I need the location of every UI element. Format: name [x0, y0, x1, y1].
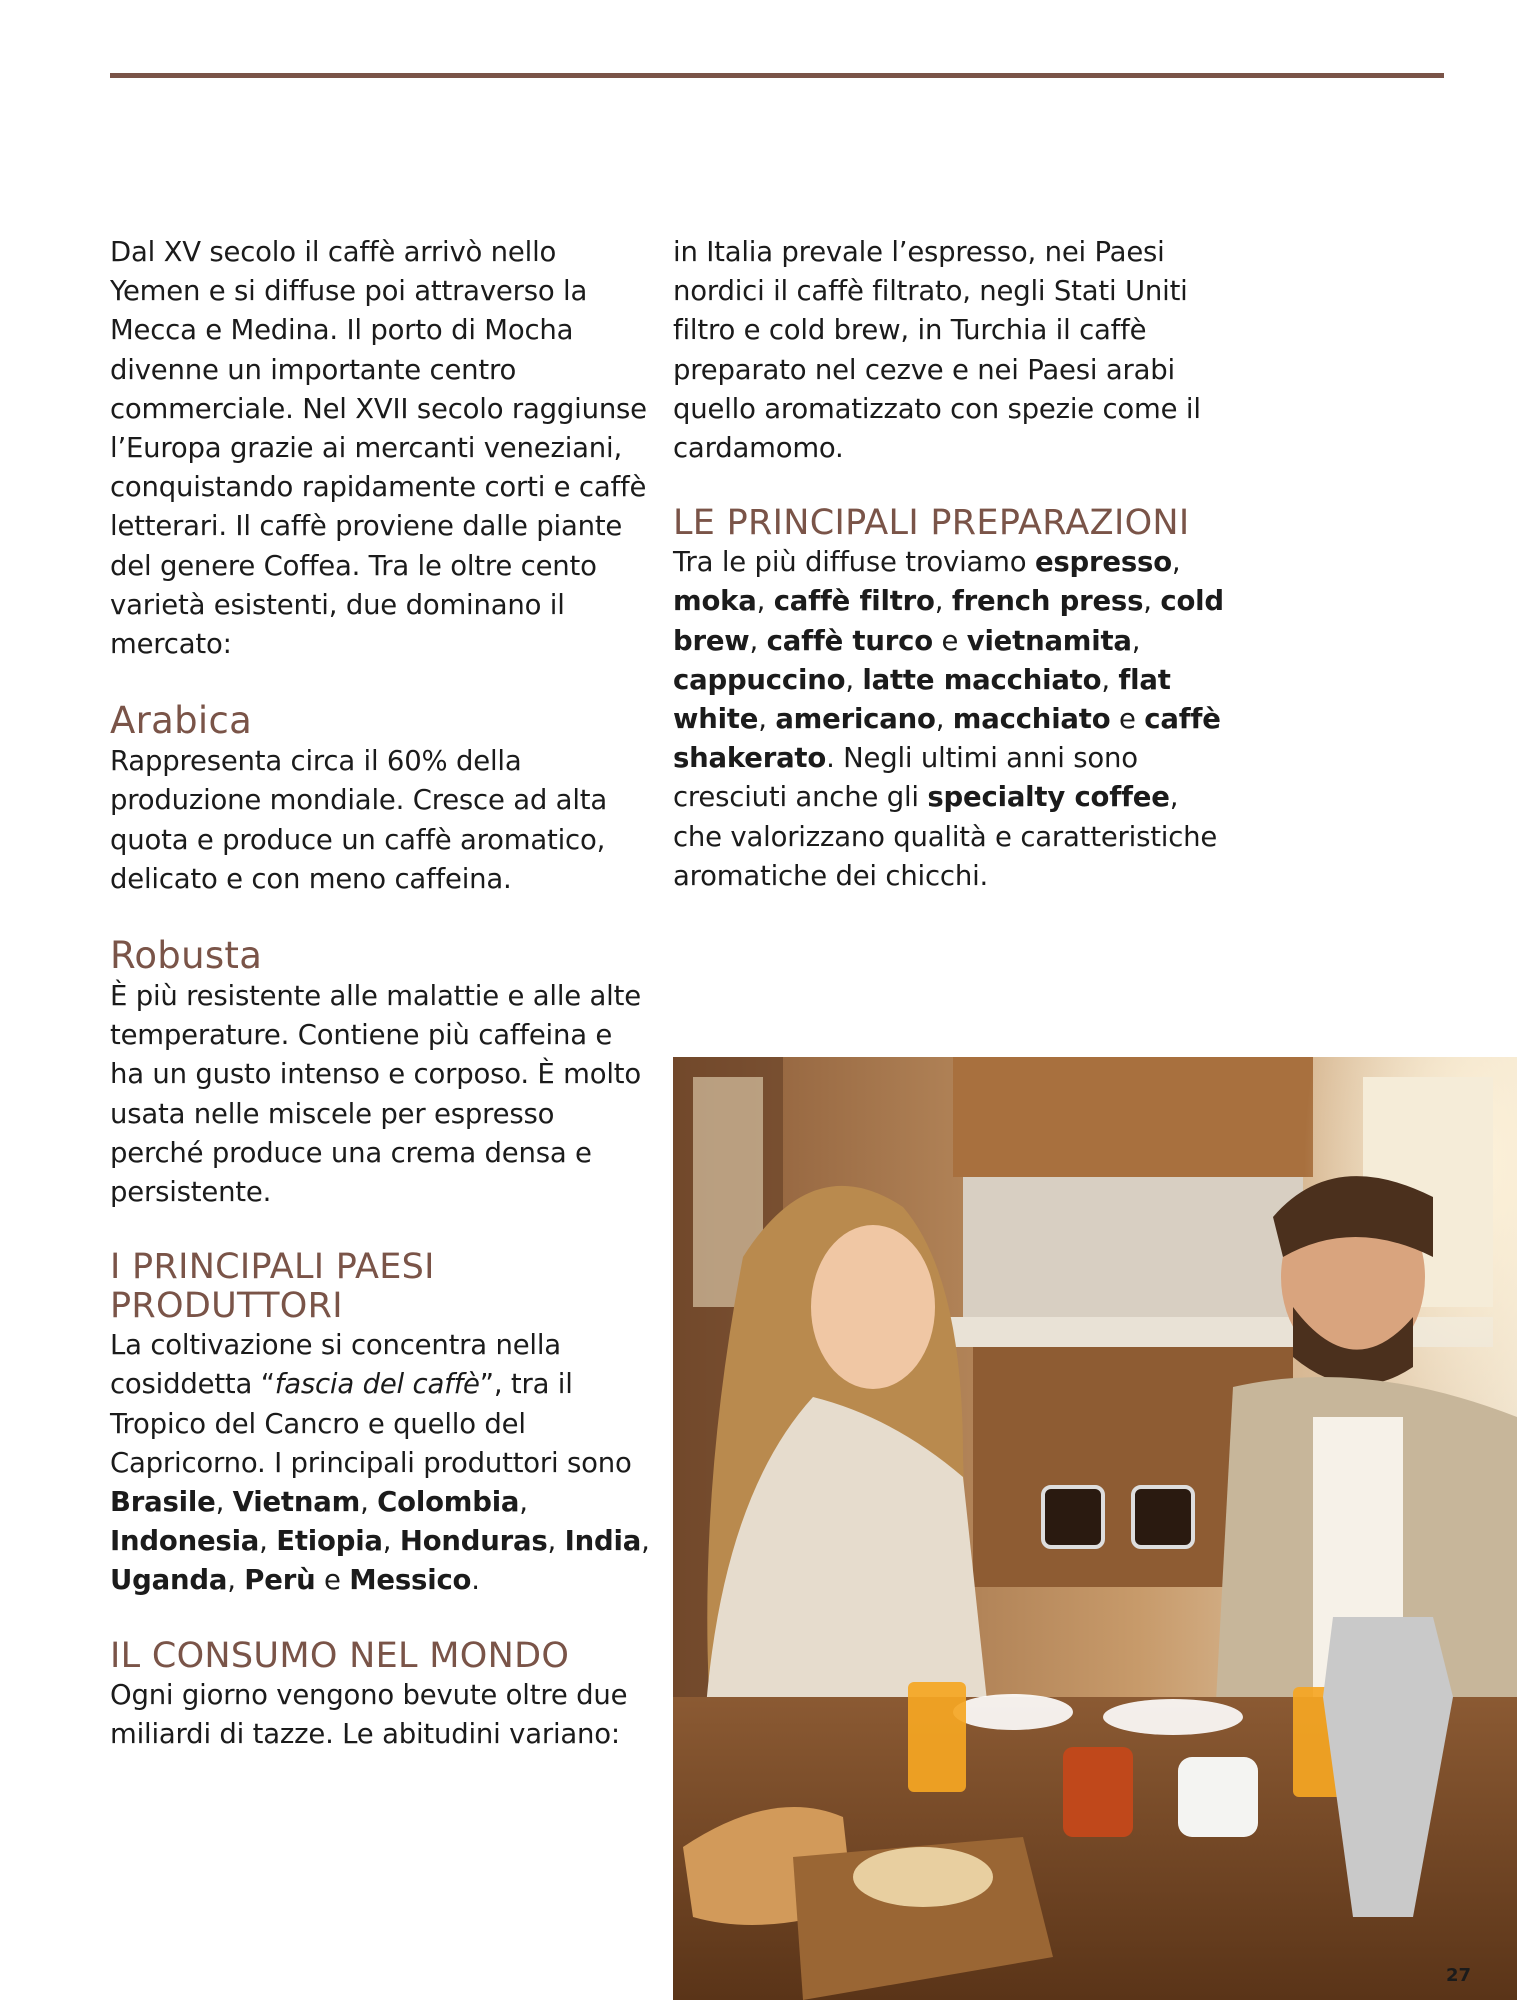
arabica-heading: Arabica	[110, 699, 253, 743]
preparation: flat white	[673, 663, 1171, 736]
robusta-heading: Robusta	[110, 934, 263, 978]
right-column	[673, 233, 1233, 896]
preparation: caffè turco	[766, 624, 933, 657]
preparation: cappuccino	[673, 663, 846, 696]
preparations-paragraph: Tra le più diffuse troviamo espresso, moka, caffè filtro, french press, cold brew, caffè turco e vietnamita, cappuccino, latte macchiato, flat white, americano, macchiato e caffè shakerato. Negli ultimi anni sono cresciuti anche gli specialty coffee, che valorizzano qualità e caratteristiche aromatiche dei chicchi.	[673, 546, 1224, 892]
country: Messico	[349, 1564, 472, 1597]
top-rule	[110, 73, 1444, 78]
preparation: macchiato	[952, 703, 1111, 736]
consumption-heading: IL CONSUMO NEL MONDO	[110, 1635, 570, 1676]
country: Etiopia	[276, 1525, 383, 1558]
left-column	[110, 233, 650, 1754]
preparation: caffè filtro	[773, 585, 935, 618]
producers-paragraph: La coltivazione si concentra nella cosiddetta “fascia del caffè”, tra il Tropico del Cancro e quello del Capricorno. I principali produttori sono Brasile, Vietnam, Colombia, Indonesia, Etiopia, Honduras, India, Uganda, Perù e Messico.	[110, 1329, 650, 1597]
breakfast-couple-photo	[673, 1057, 1517, 2000]
photo-illustration	[673, 1057, 1517, 2000]
coffee-belt-term: fascia del caffè	[274, 1368, 480, 1401]
arabica-paragraph: Rappresenta circa il 60% della produzione mondiale. Cresce ad alta quota e produce un caffè aromatico, delicato e con meno caffeina.	[110, 745, 607, 895]
preparation: moka	[673, 585, 757, 618]
country: Vietnam	[232, 1486, 361, 1519]
country: India	[564, 1525, 642, 1558]
preparation: cold brew	[673, 585, 1224, 657]
producers-heading: I PRINCIPALI PAESI PRODUTTORI	[110, 1247, 435, 1327]
preparation: vietnamita	[966, 624, 1132, 657]
page-number: 27	[1445, 1965, 1471, 1986]
specialty-coffee-term: specialty coffee	[927, 781, 1170, 814]
consumption-paragraph: Ogni giorno vengono bevute oltre due miliardi di tazze. Le abitudini variano:	[110, 1678, 628, 1750]
preparation: americano	[775, 703, 936, 736]
country: Brasile	[110, 1486, 216, 1519]
country: Perù	[244, 1564, 316, 1597]
robusta-paragraph: È più resistente alle malattie e alle alte temperature. Contiene più caffeina e ha un gusto intenso e corposo. È molto usata nelle miscele per espresso perché produce una crema densa e persistente.	[110, 980, 641, 1209]
country: Indonesia	[110, 1525, 260, 1558]
preparations-heading: LE PRINCIPALI PREPARAZIONI	[673, 503, 1190, 544]
country: Colombia	[377, 1486, 520, 1519]
preparation: latte macchiato	[862, 663, 1102, 696]
preparation: espresso	[1034, 546, 1172, 579]
preparation: caffè shakerato	[673, 703, 1221, 775]
preparation: french press	[951, 585, 1144, 618]
habits-paragraph: in Italia prevale l’espresso, nei Paesi nordici il caffè filtrato, negli Stati Uniti filtro e cold brew, in Turchia il caffè preparato nel cezve e nei Paesi arabi quello aromatizzato con spezie come il cardamomo.	[673, 236, 1201, 465]
country: Honduras	[399, 1525, 548, 1558]
intro-paragraph: Dal XV secolo il caffè arrivò nello Yemen e si diffuse poi attraverso la Mecca e Medina. Il porto di Mocha divenne un importante centro commerciale. Nel XVII secolo raggiunse l’Europa grazie ai mercanti veneziani, conquistando rapidamente corti e caffè letterari. Il caffè proviene dalle piante del genere Coffea. Tra le oltre cento varietà esistenti, due dominano il mercato:	[110, 236, 647, 661]
country: Uganda	[110, 1564, 228, 1597]
